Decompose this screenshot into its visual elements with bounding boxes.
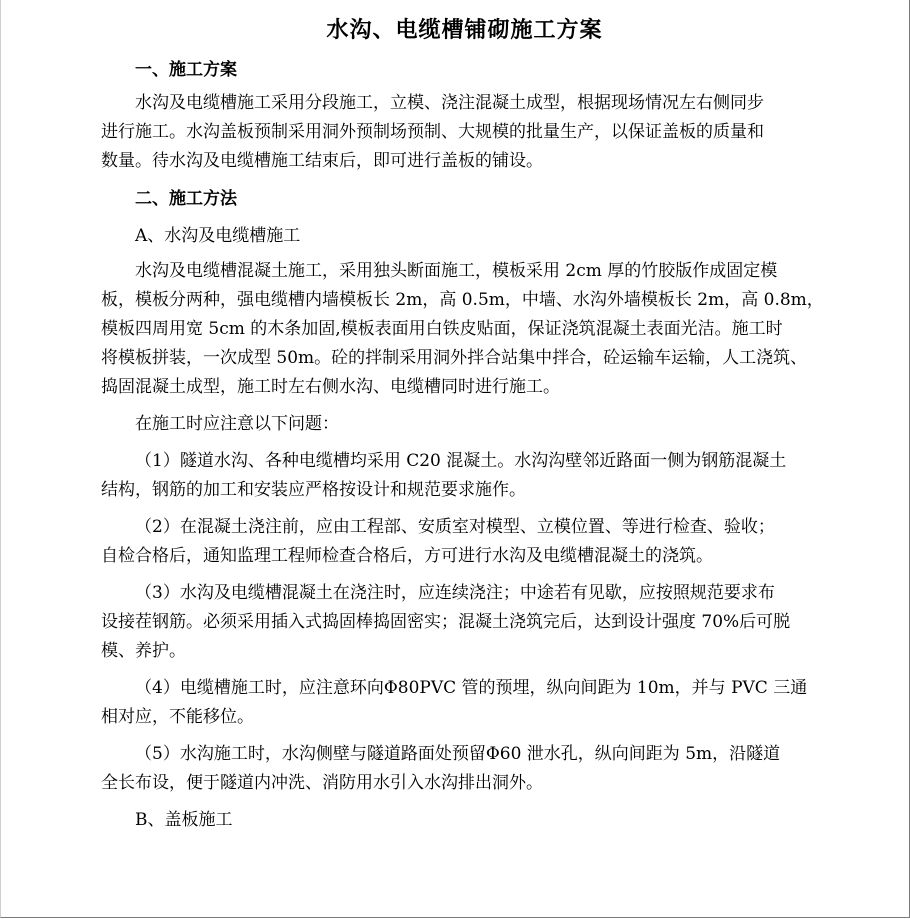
paragraph-line: 设接茬钢筋。必须采用插入式捣固棒捣固密实；混凝土浇筑完后，达到设计强度 70%后可脱 <box>101 612 791 632</box>
paragraph-line: 全长布设，便于隧道内冲洗、消防用水引入水沟排出洞外。 <box>101 773 543 793</box>
paragraph-line: 水沟及电缆槽施工采用分段施工，立模、浇注混凝土成型，根据现场情况左右侧同步 <box>135 93 764 113</box>
paragraph-line: 进行施工。水沟盖板预制采用洞外预制场预制、大规模的批量生产，以保证盖板的质量和 <box>101 122 764 142</box>
paragraph-line: 将模板拼装，一次成型 50m。砼的拌制采用洞外拌合站集中拌合，砼运输车运输，人工浇筑、 <box>101 348 808 368</box>
notice-line <box>101 410 828 439</box>
subsection-heading-a: A、水沟及电缆槽施工 <box>135 226 301 246</box>
list-item <box>101 447 828 505</box>
paragraph-line: 模、养护。 <box>101 641 186 661</box>
list-item <box>101 579 828 666</box>
paragraph-method-a <box>101 257 828 402</box>
list-item <box>101 674 828 732</box>
paragraph-line: 数量。待水沟及电缆槽施工结束后，即可进行盖板的铺设。 <box>101 151 543 171</box>
paragraph-line: （1）隧道水沟、各种电缆槽均采用 C20 混凝土。水沟沟壁邻近路面一侧为钢筋混凝土 <box>135 451 787 471</box>
section-heading-construction-plan: 一、施工方案 <box>135 60 237 80</box>
paragraph-line: 结构，钢筋的加工和安装应严格按设计和规范要求施作。 <box>101 480 526 500</box>
paragraph-line: 自检合格后，通知监理工程师检查合格后，方可进行水沟及电缆槽混凝土的浇筑。 <box>101 546 713 566</box>
list-item <box>101 513 828 571</box>
list-item <box>101 740 828 798</box>
subsection-heading-b: B、盖板施工 <box>135 810 233 830</box>
section-heading-construction-method: 二、施工方法 <box>135 189 237 209</box>
paragraph-line: 在施工时应注意以下问题： <box>135 414 339 434</box>
paragraph-line: （3）水沟及电缆槽混凝土在浇注时，应连续浇注；中途若有见歇，应按照规范要求布 <box>135 583 775 603</box>
paragraph-line: 模板四周用宽 5cm 的木条加固,模板表面用白铁皮贴面，保证浇筑混凝土表面光洁。施工时 <box>101 319 783 339</box>
paragraph-line: （5）水沟施工时，水沟侧壁与隧道路面处预留Φ60 泄水孔，纵向间距为 5m，沿隧道 <box>135 744 781 764</box>
paragraph-construction-plan <box>101 89 828 176</box>
paragraph-line: 板，模板分两种，强电缆槽内墙模板长 2m，高 0.5m，中墙、水沟外墙模板长 2m，高 0.8m， <box>101 290 824 310</box>
paragraph-line: 水沟及电缆槽混凝土施工，采用独头断面施工，模板采用 2cm 厚的竹胶版作成固定模 <box>135 261 778 281</box>
document-title: 水沟、电缆槽铺砌施工方案 <box>326 17 603 43</box>
paragraph-line: （4）电缆槽施工时，应注意环向Φ80PVC 管的预埋，纵向间距为 10m，并与 PVC 三通 <box>135 678 808 698</box>
paragraph-line: 捣固混凝土成型，施工时左右侧水沟、电缆槽同时进行施工。 <box>101 377 560 397</box>
paragraph-line: （2）在混凝土浇注前，应由工程部、安质室对模型、立模位置、等进行检查、验收； <box>135 517 775 537</box>
paragraph-line: 相对应，不能移位。 <box>101 707 254 727</box>
document-content <box>101 10 828 839</box>
